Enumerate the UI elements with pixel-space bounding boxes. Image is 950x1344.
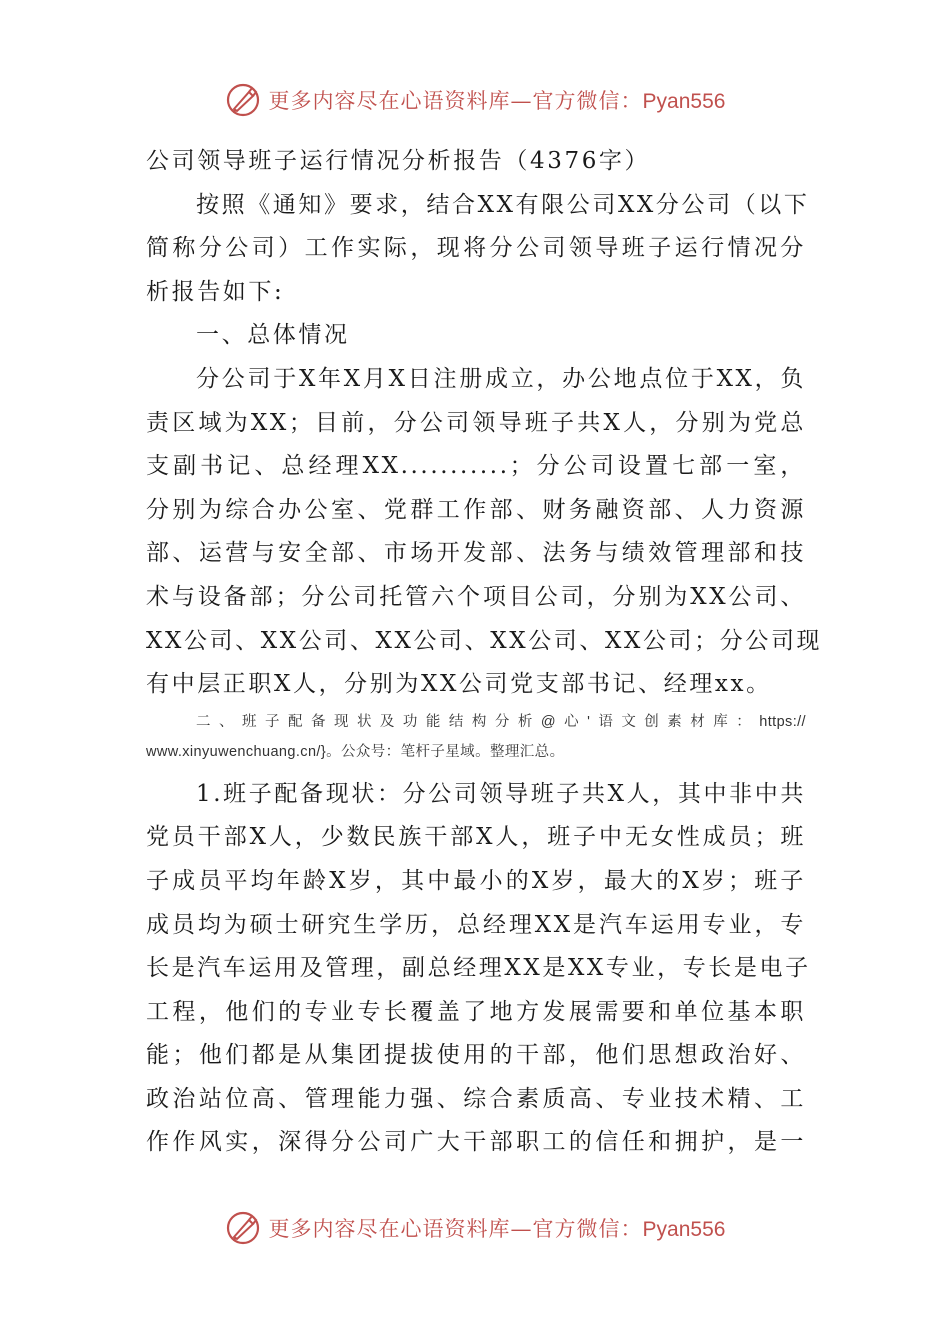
paragraph-line: 党员干部X人，少数民族干部X人，班子中无女性成员；班 — [146, 824, 806, 851]
paragraph-line: 按照《通知》要求，结合XX有限公司XX分公司（以下 — [196, 191, 810, 218]
paragraph-line: XX公司、XX公司、XX公司、XX公司、XX公司；分公司现 — [146, 627, 823, 654]
paragraph-line: 政治站位高、管理能力强、综合素质高、专业技术精、工 — [146, 1085, 806, 1112]
pen-nib-logo-icon — [225, 1210, 261, 1246]
header-banner — [0, 82, 950, 118]
section-heading-small: 二、班子配备现状及功能结构分析@心'语文创素材库：https:// — [196, 713, 806, 730]
paragraph-line: 部、运营与安全部、市场开发部、法务与绩效管理部和技 — [146, 540, 806, 567]
paragraph-line: 分别为综合办公室、党群工作部、财务融资部、人力资源 — [146, 496, 806, 523]
paragraph-line: 工程，他们的专业专长覆盖了地方发展需要和单位基本职 — [146, 998, 806, 1025]
banner-text: 更多内容尽在心语资料库—官方微信：Pyan556 — [268, 1217, 726, 1241]
paragraph-line: 作作风实，深得分公司广大干部职工的信任和拥护，是一 — [146, 1129, 806, 1156]
document-body — [146, 140, 823, 1165]
section-heading: 一、总体情况 — [196, 322, 350, 349]
paragraph-line: 1.班子配备现状：分公司领导班子共X人，其中非中共 — [196, 780, 806, 807]
paragraph-line: 长是汽车运用及管理，副总经理XX是XX专业，专长是电子 — [146, 955, 811, 982]
banner-text: 更多内容尽在心语资料库—官方微信：Pyan556 — [268, 89, 726, 113]
footer-banner — [0, 1210, 950, 1246]
paragraph-line: 子成员平均年龄X岁，其中最小的X岁，最大的X岁；班子 — [146, 867, 806, 894]
paragraph-line: 简称分公司）工作实际，现将分公司领导班子运行情况分 — [146, 235, 806, 262]
paragraph-line: 有中层正职X人，分别为XX公司党支部书记、经理xx。 — [146, 671, 772, 698]
section-heading-small: www.xinyuwenchuang.cn/}。公众号：笔杆子星域。整理汇总。 — [146, 743, 565, 760]
paragraph-line: 成员均为硕士研究生学历，总经理XX是汽车运用专业，专 — [146, 911, 806, 938]
paragraph-line: 术与设备部；分公司托管六个项目公司，分别为XX公司、 — [146, 583, 806, 610]
document-title: 公司领导班子运行情况分析报告（4376字） — [146, 148, 651, 174]
paragraph-line: 分公司于X年X月X日注册成立，办公地点位于XX，负 — [196, 365, 806, 392]
paragraph-line: 支副书记、总经理XX...........；分公司设置七部一室， — [146, 453, 806, 480]
pen-nib-logo-icon — [225, 82, 261, 118]
paragraph-line: 析报告如下: — [146, 278, 285, 305]
paragraph-line: 能；他们都是从集团提拔使用的干部，他们思想政治好、 — [146, 1042, 806, 1069]
paragraph-line: 责区域为XX；目前，分公司领导班子共X人，分别为党总 — [146, 409, 806, 436]
